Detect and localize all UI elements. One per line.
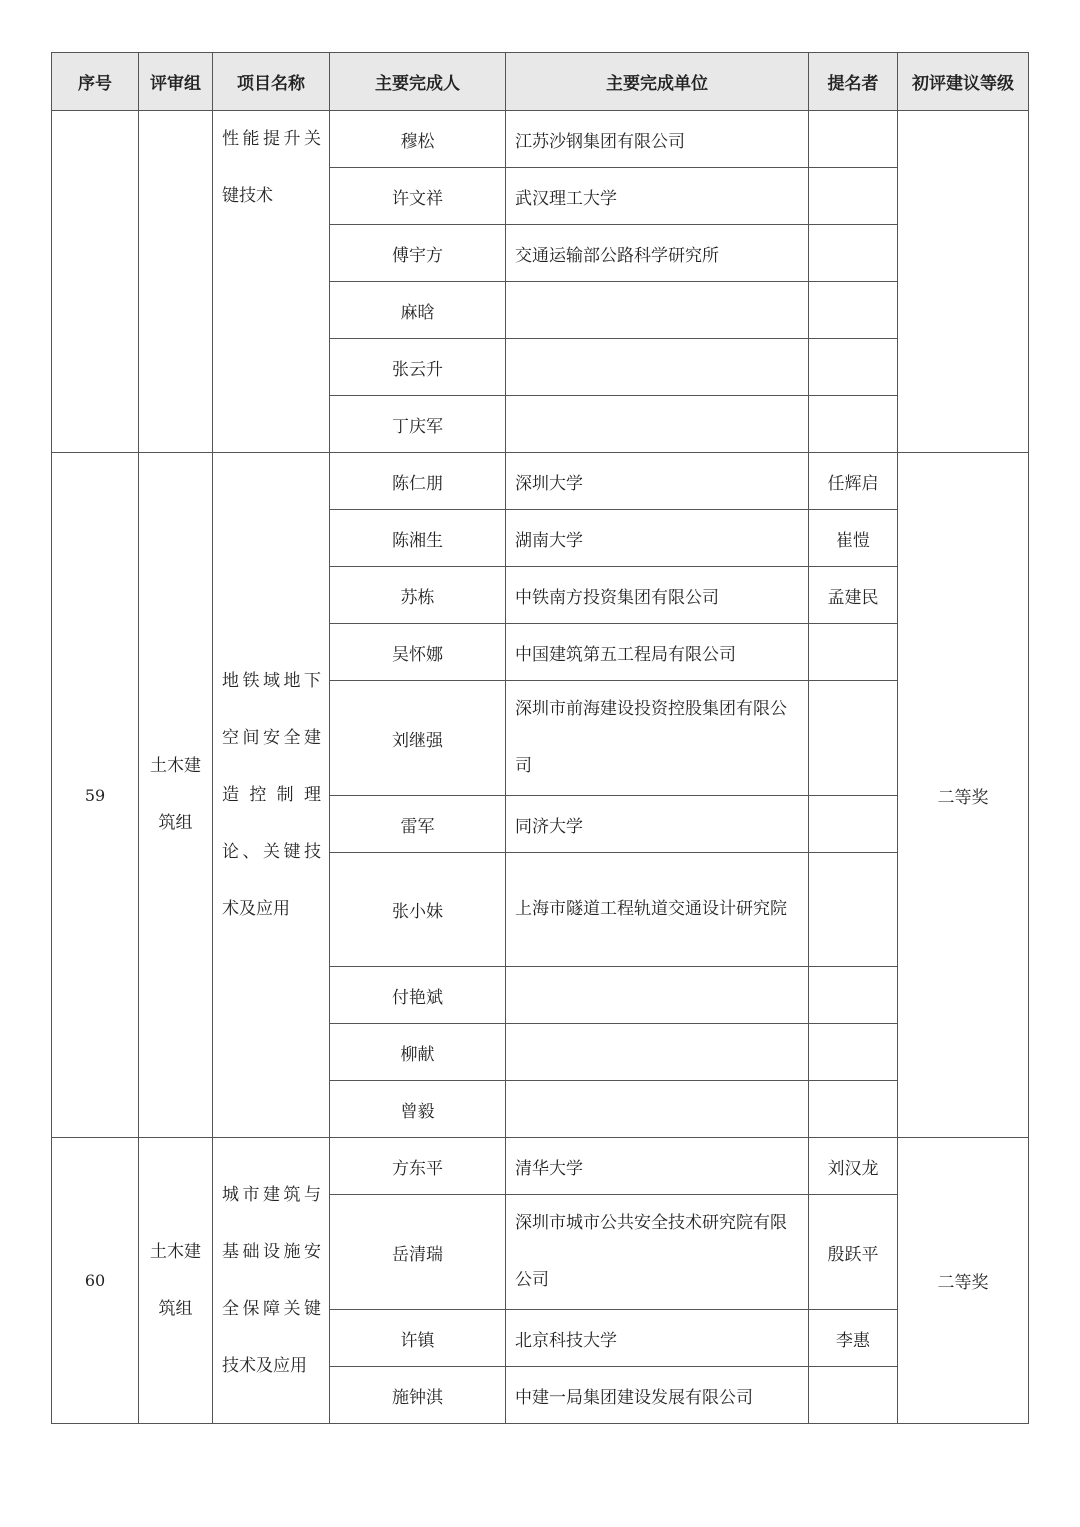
unit-cell: 中建一局集团建设发展有限公司 xyxy=(506,1367,809,1424)
level-cell xyxy=(898,111,1029,453)
seq-cell: 59 xyxy=(52,453,139,1138)
unit-cell: 江苏沙钢集团有限公司 xyxy=(506,111,809,168)
person-cell: 穆松 xyxy=(330,111,506,168)
col-header-level: 初评建议等级 xyxy=(898,53,1029,111)
unit-cell: 深圳市城市公共安全技术研究院有限公司 xyxy=(506,1195,809,1310)
unit-cell xyxy=(506,282,809,339)
unit-cell: 同济大学 xyxy=(506,796,809,853)
level-cell: 二等奖 xyxy=(898,1138,1029,1424)
nominator-cell xyxy=(809,853,898,967)
nominator-cell: 刘汉龙 xyxy=(809,1138,898,1195)
unit-cell xyxy=(506,1081,809,1138)
nominator-cell xyxy=(809,796,898,853)
nominator-cell xyxy=(809,339,898,396)
person-cell: 岳清瑞 xyxy=(330,1195,506,1310)
person-cell: 付艳斌 xyxy=(330,967,506,1024)
person-cell: 施钟淇 xyxy=(330,1367,506,1424)
seq-cell: 60 xyxy=(52,1138,139,1424)
level-cell: 二等奖 xyxy=(898,453,1029,1138)
awards-table xyxy=(51,52,1029,1424)
project-cell: 城市建筑与基础设施安全保障关键技术及应用 xyxy=(213,1138,330,1424)
unit-cell xyxy=(506,396,809,453)
nominator-cell xyxy=(809,967,898,1024)
person-cell: 刘继强 xyxy=(330,681,506,796)
nominator-cell: 殷跃平 xyxy=(809,1195,898,1310)
nominator-cell xyxy=(809,624,898,681)
person-cell: 曾毅 xyxy=(330,1081,506,1138)
person-cell: 陈仁朋 xyxy=(330,453,506,510)
nominator-cell xyxy=(809,1367,898,1424)
person-cell: 许文祥 xyxy=(330,168,506,225)
person-cell: 张云升 xyxy=(330,339,506,396)
project-cell: 地铁域地下空间安全建造控制理论、关键技术及应用 xyxy=(213,453,330,1138)
group-cell xyxy=(139,111,213,453)
col-header-person: 主要完成人 xyxy=(330,53,506,111)
col-header-unit: 主要完成单位 xyxy=(506,53,809,111)
unit-cell: 上海市隧道工程轨道交通设计研究院 xyxy=(506,853,809,967)
person-cell: 张小妹 xyxy=(330,853,506,967)
unit-cell: 北京科技大学 xyxy=(506,1310,809,1367)
person-cell: 丁庆军 xyxy=(330,396,506,453)
seq-cell xyxy=(52,111,139,453)
unit-cell xyxy=(506,1024,809,1081)
unit-cell: 深圳大学 xyxy=(506,453,809,510)
person-cell: 苏栋 xyxy=(330,567,506,624)
unit-cell: 武汉理工大学 xyxy=(506,168,809,225)
nominator-cell xyxy=(809,282,898,339)
person-cell: 吴怀娜 xyxy=(330,624,506,681)
person-cell: 柳献 xyxy=(330,1024,506,1081)
col-header-seq: 序号 xyxy=(52,53,139,111)
unit-cell: 湖南大学 xyxy=(506,510,809,567)
person-cell: 许镇 xyxy=(330,1310,506,1367)
table-row xyxy=(52,453,1029,510)
group-cell: 土木建筑组 xyxy=(139,1138,213,1424)
nominator-cell xyxy=(809,168,898,225)
person-cell: 傅宇方 xyxy=(330,225,506,282)
table-row xyxy=(52,1138,1029,1195)
nominator-cell xyxy=(809,396,898,453)
col-header-group: 评审组 xyxy=(139,53,213,111)
nominator-cell: 孟建民 xyxy=(809,567,898,624)
unit-cell: 深圳市前海建设投资控股集团有限公司 xyxy=(506,681,809,796)
unit-cell: 清华大学 xyxy=(506,1138,809,1195)
person-cell: 方东平 xyxy=(330,1138,506,1195)
unit-cell: 中国建筑第五工程局有限公司 xyxy=(506,624,809,681)
group-cell: 土木建筑组 xyxy=(139,453,213,1138)
nominator-cell: 崔愷 xyxy=(809,510,898,567)
nominator-cell xyxy=(809,681,898,796)
col-header-nominator: 提名者 xyxy=(809,53,898,111)
nominator-cell: 任辉启 xyxy=(809,453,898,510)
person-cell: 麻晗 xyxy=(330,282,506,339)
unit-cell xyxy=(506,339,809,396)
person-cell: 陈湘生 xyxy=(330,510,506,567)
nominator-cell xyxy=(809,1081,898,1138)
unit-cell: 中铁南方投资集团有限公司 xyxy=(506,567,809,624)
table-row xyxy=(52,111,1029,168)
nominator-cell: 李惠 xyxy=(809,1310,898,1367)
nominator-cell xyxy=(809,1024,898,1081)
header-row xyxy=(52,53,1029,111)
unit-cell xyxy=(506,967,809,1024)
nominator-cell xyxy=(809,225,898,282)
col-header-project: 项目名称 xyxy=(213,53,330,111)
project-cell: 性能提升关键技术 xyxy=(213,111,330,453)
unit-cell: 交通运输部公路科学研究所 xyxy=(506,225,809,282)
person-cell: 雷军 xyxy=(330,796,506,853)
nominator-cell xyxy=(809,111,898,168)
